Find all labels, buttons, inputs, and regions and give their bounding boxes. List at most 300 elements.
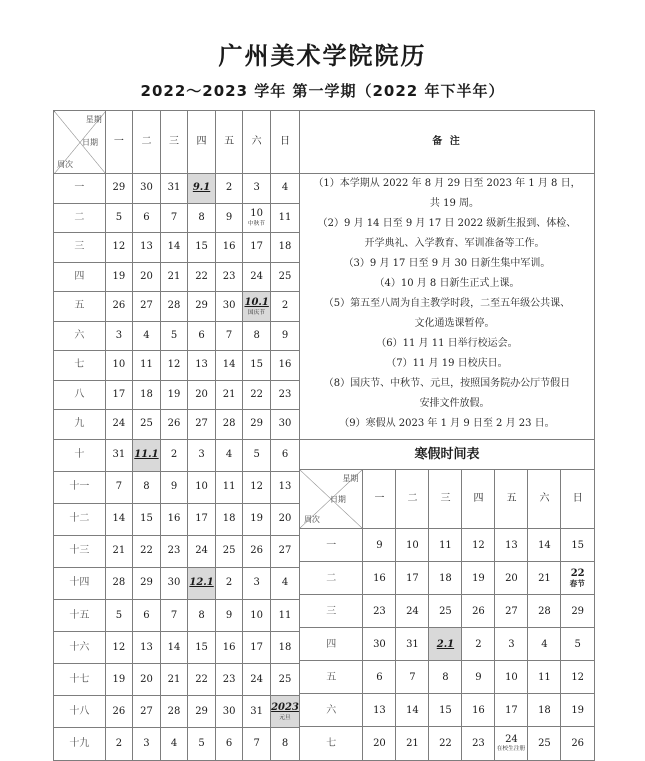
date-value: 18	[222, 513, 236, 525]
winter-date-cell	[561, 562, 594, 595]
winter-date-cell	[429, 595, 462, 628]
date-cell	[133, 471, 161, 503]
date-value: 11	[140, 359, 153, 371]
remark-line: （1）本学期从 2022 年 8 月 29 日至 2023 年 1 月 8 日，	[313, 178, 581, 189]
date-value: 17	[195, 513, 208, 525]
date-cell	[271, 599, 300, 631]
remark-item	[300, 274, 594, 294]
date-value: 5	[198, 737, 205, 749]
winter-date-cell	[528, 628, 561, 661]
winter-date-cell	[363, 727, 396, 760]
date-cell	[133, 321, 161, 351]
date-value: 9	[281, 329, 289, 341]
day-header: 六	[528, 470, 561, 529]
date-cell	[105, 471, 132, 503]
date-value: 21	[222, 388, 236, 400]
date-value: 11	[278, 211, 292, 223]
holiday-note: 春节	[570, 578, 586, 588]
date-value: 5	[170, 329, 178, 341]
remark-line: （3）9 月 17 日至 9 月 30 日新生集中军训。	[343, 258, 551, 269]
date-value: 20	[373, 737, 386, 749]
day-header: 三	[429, 470, 462, 529]
holiday-note: 元旦	[279, 714, 291, 722]
date-cell	[188, 321, 216, 351]
date-cell	[160, 535, 187, 567]
date-value: 6	[198, 329, 205, 341]
winter-date-cell	[495, 562, 528, 595]
corner-date-label: 日期	[82, 138, 98, 147]
date-value: 23	[222, 673, 236, 685]
date-value: 24	[195, 545, 208, 557]
date-cell	[133, 696, 161, 728]
date-value: 5	[253, 449, 260, 461]
winter-date-cell	[396, 628, 429, 661]
date-value: 17	[406, 572, 419, 584]
date-cell	[133, 262, 161, 292]
date-value: 14	[112, 513, 126, 525]
date-value: 11	[222, 481, 236, 493]
calendar-frame	[53, 110, 595, 753]
winter-week-row	[300, 529, 594, 562]
date-value: 12.1	[189, 577, 214, 589]
date-cell	[243, 233, 271, 263]
date-value: 26	[472, 605, 485, 617]
date-value: 14	[167, 641, 181, 653]
date-cell	[215, 292, 242, 322]
remark-item	[300, 354, 594, 374]
date-value: 6	[225, 737, 233, 749]
date-value: 9	[225, 211, 233, 223]
date-value: 2	[225, 182, 233, 194]
winter-date-cell	[528, 562, 561, 595]
date-cell	[271, 664, 300, 696]
date-value: 4	[143, 329, 150, 341]
winter-date-cell	[561, 628, 594, 661]
remark-line: （4）10 月 8 日新生正式上课。	[374, 278, 520, 289]
date-value: 4	[281, 577, 289, 589]
remark-line: 文化通选课暂停。	[414, 318, 495, 329]
date-value: 17	[505, 704, 518, 716]
date-value: 8	[143, 481, 150, 493]
winter-date-cell	[561, 694, 594, 727]
date-value: 3	[198, 449, 205, 461]
date-cell	[271, 262, 300, 292]
date-value: 10.1	[244, 296, 269, 308]
date-cell	[243, 380, 271, 410]
date-value: 4	[170, 737, 178, 749]
day-header: 五	[495, 470, 528, 529]
date-value: 10	[505, 671, 518, 683]
date-cell	[243, 599, 271, 631]
date-cell	[160, 567, 187, 599]
week-number: 十五	[54, 599, 106, 631]
date-cell	[105, 567, 132, 599]
date-value: 10	[250, 208, 264, 220]
date-value: 21	[538, 572, 551, 584]
date-cell	[243, 503, 271, 535]
date-cell	[243, 567, 271, 599]
date-cell	[105, 664, 132, 696]
winter-date-cell	[396, 562, 429, 595]
date-value: 18	[439, 572, 452, 584]
date-value: 2	[115, 737, 123, 749]
date-value: 19	[571, 704, 585, 716]
date-cell	[160, 174, 187, 204]
winter-date-cell	[363, 595, 396, 628]
date-cell	[160, 203, 187, 233]
date-cell	[188, 664, 216, 696]
winter-week-row	[300, 562, 594, 595]
date-cell	[243, 410, 271, 440]
date-cell	[215, 321, 242, 351]
date-cell	[105, 696, 132, 728]
date-value: 13	[140, 241, 153, 253]
date-value: 28	[167, 300, 181, 312]
date-cell	[160, 292, 187, 322]
day-header: 五	[215, 111, 242, 174]
date-value: 17	[250, 241, 264, 253]
page-subtitle: 2022～2023 学年 第一学期（2022 年下半年）	[140, 82, 505, 100]
date-cell	[105, 632, 132, 664]
winter-date-cell	[561, 661, 594, 694]
day-header: 三	[160, 111, 187, 174]
week-number: 四	[54, 262, 106, 292]
date-value: 5	[574, 638, 581, 650]
corner-weekday-label: 星期	[342, 473, 359, 483]
winter-week-number: 七	[300, 727, 363, 760]
date-value: 2	[170, 449, 178, 461]
date-value: 30	[278, 418, 292, 430]
date-value: 5	[115, 211, 123, 223]
date-value: 20	[195, 388, 208, 400]
holiday-note: 在校生注册	[497, 745, 526, 753]
winter-date-cell	[495, 628, 528, 661]
date-value: 30	[140, 182, 153, 194]
corner-date-label: 日期	[329, 494, 346, 504]
winter-week-number: 三	[300, 595, 363, 628]
date-cell	[160, 380, 187, 410]
date-value: 13	[373, 704, 386, 716]
remarks-notes	[299, 174, 594, 440]
date-value: 15	[250, 359, 264, 371]
date-cell	[160, 471, 187, 503]
remark-line: （6）11 月 11 日举行校运会。	[376, 338, 518, 349]
week-number: 一	[54, 174, 106, 204]
remark-line: （7）11 月 19 日校庆日。	[386, 358, 508, 369]
date-cell	[160, 262, 187, 292]
date-value: 7	[170, 609, 178, 621]
date-cell	[215, 351, 242, 381]
week-number: 八	[54, 380, 106, 410]
date-value: 14	[167, 241, 181, 253]
date-value: 30	[373, 638, 386, 650]
winter-corner-cell	[300, 470, 363, 529]
date-value: 28	[112, 577, 126, 589]
date-value: 21	[167, 270, 181, 282]
date-value: 14	[538, 539, 551, 551]
date-value: 11	[439, 539, 452, 551]
date-value: 2023	[271, 702, 299, 714]
date-cell	[105, 351, 132, 381]
date-cell	[188, 174, 216, 204]
day-header: 日	[271, 111, 300, 174]
date-value: 18	[538, 704, 551, 716]
winter-date-cell	[396, 661, 429, 694]
date-value: 31	[406, 638, 419, 650]
date-value: 20	[505, 572, 518, 584]
date-cell	[243, 351, 271, 381]
date-value: 12	[571, 671, 585, 683]
day-header: 六	[243, 111, 271, 174]
date-value: 11.1	[134, 449, 159, 461]
winter-date-cell	[462, 529, 495, 562]
date-value: 29	[571, 605, 585, 617]
date-value: 9	[225, 609, 233, 621]
date-value: 18	[278, 641, 292, 653]
winter-date-cell	[561, 529, 594, 562]
date-value: 7	[115, 481, 123, 493]
winter-date-cell	[561, 727, 594, 760]
winter-date-cell	[429, 727, 462, 760]
day-header: 二	[133, 111, 161, 174]
date-value: 11	[538, 671, 551, 683]
date-cell	[215, 203, 242, 233]
week-number: 七	[54, 351, 106, 381]
date-value: 12	[250, 481, 264, 493]
date-cell	[215, 410, 242, 440]
date-value: 20	[140, 673, 153, 685]
winter-header-row	[300, 470, 594, 529]
date-value: 15	[571, 539, 585, 551]
date-cell	[105, 380, 132, 410]
date-cell	[133, 439, 161, 471]
date-cell	[105, 321, 132, 351]
date-value: 24	[505, 734, 518, 746]
winter-date-cell	[495, 595, 528, 628]
date-value: 7	[409, 671, 416, 683]
date-cell	[271, 410, 300, 440]
date-value: 30	[222, 300, 236, 312]
date-cell	[271, 174, 300, 204]
week-number: 十一	[54, 471, 106, 503]
date-value: 21	[167, 673, 181, 685]
day-header: 一	[105, 111, 132, 174]
date-cell	[243, 439, 271, 471]
date-value: 27	[140, 300, 153, 312]
date-value: 13	[278, 481, 292, 493]
date-cell	[215, 503, 242, 535]
date-cell	[215, 696, 242, 728]
date-cell	[160, 664, 187, 696]
date-value: 3	[253, 577, 260, 589]
date-cell	[243, 203, 271, 233]
date-value: 6	[281, 449, 289, 461]
date-value: 3	[508, 638, 515, 650]
date-value: 8	[198, 211, 205, 223]
date-cell	[133, 351, 161, 381]
page-title: 广州美术学院院历	[218, 42, 427, 70]
date-value: 3	[143, 737, 150, 749]
date-value: 26	[167, 418, 181, 430]
remark-item	[300, 254, 594, 274]
date-cell	[215, 567, 242, 599]
date-cell	[243, 535, 271, 567]
winter-date-cell	[495, 529, 528, 562]
date-value: 23	[278, 388, 292, 400]
week-number: 十四	[54, 567, 106, 599]
date-value: 8	[281, 737, 289, 749]
date-value: 17	[250, 641, 264, 653]
date-cell	[160, 410, 187, 440]
date-value: 22	[250, 388, 264, 400]
date-value: 14	[222, 359, 236, 371]
date-value: 28	[167, 705, 181, 717]
date-cell	[133, 567, 161, 599]
date-cell	[160, 351, 187, 381]
remark-item	[300, 294, 594, 334]
remark-line: 共 19 周。	[429, 198, 480, 209]
date-value: 19	[167, 388, 181, 400]
week-number: 六	[54, 321, 106, 351]
winter-date-cell	[462, 727, 495, 760]
date-value: 22	[195, 270, 208, 282]
date-value: 20	[278, 513, 292, 525]
date-cell	[133, 632, 161, 664]
date-value: 2	[281, 300, 289, 312]
date-value: 15	[439, 704, 452, 716]
week-number: 十二	[54, 503, 106, 535]
date-value: 16	[222, 241, 236, 253]
date-value: 23	[472, 737, 485, 749]
date-cell	[133, 535, 161, 567]
date-cell	[188, 233, 216, 263]
date-value: 19	[112, 270, 126, 282]
remark-line: （9）寒假从 2023 年 1 月 9 日至 2 月 23 日。	[339, 418, 555, 429]
remark-line: （5）第五至八周为自主教学时段，二至五年级公共课、	[323, 298, 571, 309]
date-value: 26	[112, 705, 126, 717]
date-cell	[215, 535, 242, 567]
date-value: 22	[195, 673, 208, 685]
date-cell	[215, 664, 242, 696]
date-cell	[133, 664, 161, 696]
day-header: 四	[462, 470, 495, 529]
date-cell	[271, 535, 300, 567]
date-value: 16	[472, 704, 485, 716]
date-value: 11	[278, 609, 292, 621]
date-value: 27	[505, 605, 518, 617]
remark-item	[300, 374, 594, 414]
date-cell	[243, 174, 271, 204]
date-cell	[105, 292, 132, 322]
date-cell	[243, 632, 271, 664]
date-cell	[215, 471, 242, 503]
date-value: 25	[140, 418, 153, 430]
date-value: 17	[112, 388, 126, 400]
date-cell	[271, 203, 300, 233]
winter-week-number: 四	[300, 628, 363, 661]
date-value: 27	[195, 418, 208, 430]
winter-date-cell	[429, 562, 462, 595]
date-value: 19	[472, 572, 485, 584]
date-value: 23	[373, 605, 386, 617]
week-number: 二	[54, 203, 106, 233]
date-cell	[160, 696, 187, 728]
date-value: 13	[140, 641, 153, 653]
date-value: 8	[198, 609, 205, 621]
date-cell	[271, 351, 300, 381]
week-number: 三	[54, 233, 106, 263]
winter-date-cell	[528, 694, 561, 727]
date-value: 29	[112, 182, 126, 194]
winter-date-cell	[363, 529, 396, 562]
date-value: 9.1	[192, 182, 211, 194]
week-number: 五	[54, 292, 106, 322]
date-cell	[188, 535, 216, 567]
date-value: 4	[541, 638, 548, 650]
remark-line: 开学典礼、入学教育、军训准备等工作。	[364, 238, 545, 249]
date-cell	[188, 380, 216, 410]
corner-week-label: 周次	[57, 160, 73, 169]
date-cell	[160, 321, 187, 351]
date-value: 15	[195, 241, 208, 253]
date-value: 2	[475, 638, 482, 650]
date-value: 24	[250, 673, 264, 685]
winter-week-number: 六	[300, 694, 363, 727]
date-cell	[188, 439, 216, 471]
date-value: 30	[167, 577, 181, 589]
corner-week-label: 周次	[303, 515, 320, 524]
date-value: 22	[439, 737, 452, 749]
date-cell	[243, 292, 271, 322]
winter-date-cell	[528, 529, 561, 562]
winter-date-cell	[528, 661, 561, 694]
date-value: 18	[278, 241, 292, 253]
date-cell	[105, 535, 132, 567]
winter-break-table	[300, 470, 594, 760]
date-value: 19	[112, 673, 126, 685]
date-value: 26	[112, 300, 126, 312]
date-cell	[271, 567, 300, 599]
date-cell	[188, 410, 216, 440]
winter-date-cell	[462, 595, 495, 628]
date-value: 23	[222, 270, 236, 282]
date-cell	[271, 233, 300, 263]
date-value: 9	[376, 539, 383, 551]
day-header: 一	[363, 470, 396, 529]
date-cell	[133, 174, 161, 204]
date-value: 21	[406, 737, 419, 749]
holiday-note: 中秋节	[248, 220, 266, 228]
remark-item	[300, 334, 594, 354]
winter-date-cell	[396, 727, 429, 760]
winter-break-title: 寒假时间表	[300, 440, 594, 470]
remark-item	[300, 174, 594, 214]
winter-date-cell	[495, 727, 528, 760]
day-header: 二	[396, 470, 429, 529]
date-cell	[160, 439, 187, 471]
date-value: 25	[278, 673, 292, 685]
date-cell	[133, 380, 161, 410]
date-value: 9	[170, 481, 178, 493]
winter-date-cell	[363, 628, 396, 661]
date-value: 24	[112, 418, 126, 430]
date-cell	[133, 410, 161, 440]
date-cell	[243, 664, 271, 696]
date-cell	[160, 632, 187, 664]
date-cell	[188, 567, 216, 599]
date-value: 16	[167, 513, 181, 525]
date-value: 12	[472, 539, 485, 551]
